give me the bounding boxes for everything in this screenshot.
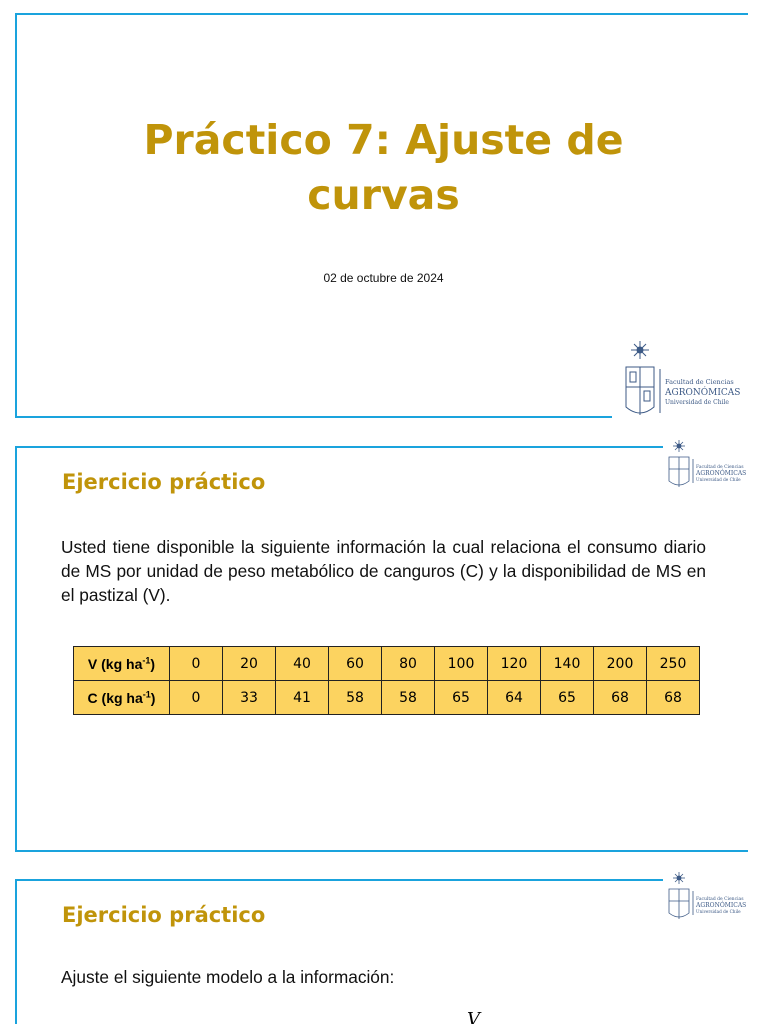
- table-cell: 0: [170, 647, 223, 681]
- svg-text:Facultad de Ciencias: Facultad de Ciencias: [696, 897, 744, 902]
- table-cell: 80: [382, 647, 435, 681]
- svg-text:Universidad de Chile: Universidad de Chile: [665, 399, 729, 406]
- svg-text:Universidad de Chile: Universidad de Chile: [696, 477, 741, 482]
- svg-text:AGRONÓMICAS: AGRONÓMICAS: [696, 902, 747, 909]
- formula-variable: V: [467, 1009, 480, 1024]
- table-cell: 65: [435, 681, 488, 715]
- svg-text:Universidad de Chile: Universidad de Chile: [696, 909, 741, 914]
- row-header-c: C (kg $ha^{-1}$): [74, 681, 170, 715]
- table-cell: 41: [276, 681, 329, 715]
- table-cell: 68: [647, 681, 700, 715]
- faculty-logo-small: [663, 437, 763, 493]
- data-table: [73, 646, 700, 715]
- faculty-logo: [612, 337, 762, 427]
- table-cell: 20: [223, 647, 276, 681]
- table-cell: 140: [541, 647, 594, 681]
- svg-text:AGRONÓMICAS: AGRONÓMICAS: [696, 470, 747, 477]
- table-cell: 100: [435, 647, 488, 681]
- table-cell: 0: [170, 681, 223, 715]
- table-cell: 58: [382, 681, 435, 715]
- table-row-v: [74, 647, 700, 681]
- table-row-c: [74, 681, 700, 715]
- table-cell: 200: [594, 647, 647, 681]
- title-line-1: Práctico 7: Ajuste de: [143, 116, 624, 164]
- svg-text:Facultad de Ciencias: Facultad de Ciencias: [696, 465, 744, 470]
- table-cell: 64: [488, 681, 541, 715]
- table-cell: 120: [488, 647, 541, 681]
- table-cell: 65: [541, 681, 594, 715]
- svg-text:AGRONÓMICAS: AGRONÓMICAS: [665, 388, 741, 398]
- table-cell: 60: [329, 647, 382, 681]
- table-cell: 250: [647, 647, 700, 681]
- title-line-2: curvas: [307, 171, 460, 219]
- exercise-description: Usted tiene disponible la siguiente información la cual relaciona el consumo diario de MS por unidad de peso metabólico de canguros (C) y la disponibilidad de MS en el pastizal (V).: [61, 537, 706, 605]
- table-cell: 58: [329, 681, 382, 715]
- table-cell: 68: [594, 681, 647, 715]
- presentation-date: 02 de octubre de 2024: [323, 271, 444, 285]
- table-cell: 33: [223, 681, 276, 715]
- presentation-title: [17, 113, 750, 223]
- row-header-v: V (kg $ha^{-1}$): [74, 647, 170, 681]
- slide-heading: Ejercicio práctico: [62, 903, 266, 927]
- slide-heading: Ejercicio práctico: [62, 470, 266, 494]
- svg-text:Facultad de Ciencias: Facultad de Ciencias: [665, 378, 734, 386]
- model-instruction: Ajuste el siguiente modelo a la información:: [61, 967, 395, 987]
- model-slide: [15, 879, 748, 1024]
- table-cell: 40: [276, 647, 329, 681]
- faculty-logo-small: [663, 869, 763, 925]
- exercise-slide: [15, 446, 748, 852]
